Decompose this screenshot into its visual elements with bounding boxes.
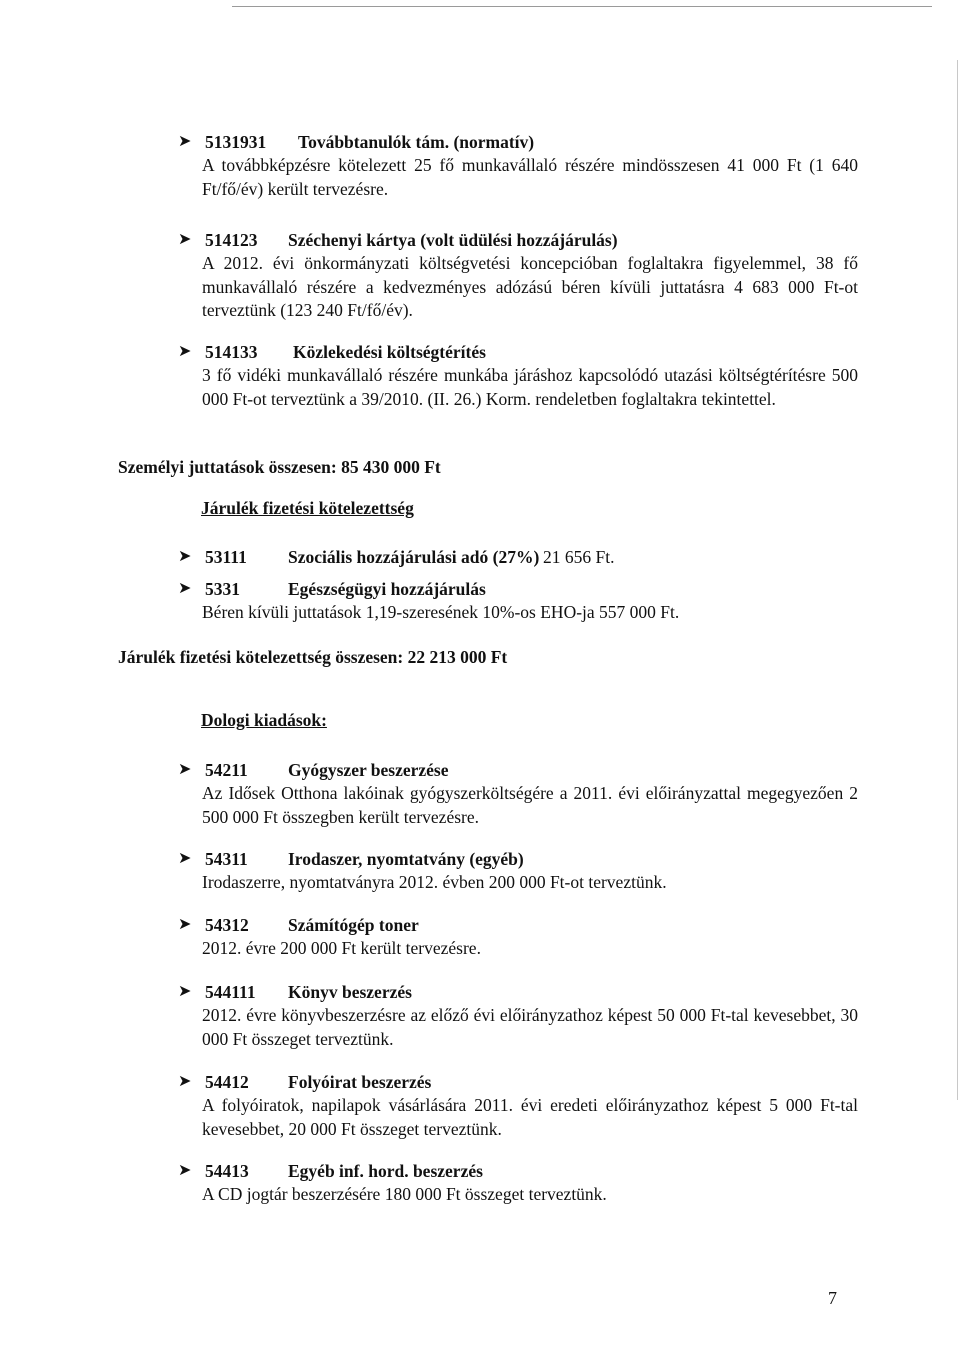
arrow-bullet-icon: ➤ <box>178 850 192 867</box>
entry-54412 <box>178 1070 858 1141</box>
material-heading: Dologi kiadások: <box>201 710 327 730</box>
entry-5331 <box>178 577 858 625</box>
entry-header <box>178 228 858 252</box>
entry-text: 2012. évre könyvbeszerzésre az előző évi előirányzathoz képest 50 000 Ft-tal kevesebbet, 30 000 Ft összeget terveztünk. <box>202 1005 858 1049</box>
arrow-bullet-icon: ➤ <box>178 133 192 150</box>
entry-header <box>178 758 858 782</box>
entry-header <box>178 577 858 601</box>
entry-54312 <box>178 913 858 961</box>
entry-text: A folyóiratok, napilapok vásárlására 2011. évi eredeti előirányzathoz képest 5 000 Ft-tal kevesebbet, 20 000 Ft összeget terveztünk. <box>202 1095 858 1139</box>
arrow-bullet-icon: ➤ <box>178 1073 192 1090</box>
entry-header <box>178 1159 858 1183</box>
arrow-bullet-icon: ➤ <box>178 548 192 565</box>
arrow-bullet-icon: ➤ <box>178 1162 192 1179</box>
entry-code: 54211 <box>205 760 248 780</box>
entry-514123 <box>178 228 858 323</box>
entry-title: Széchenyi kártya (volt üdülési hozzájárulás) <box>288 230 618 250</box>
entry-header <box>178 545 858 569</box>
entry-544111 <box>178 980 858 1051</box>
entry-514133 <box>178 340 858 411</box>
entry-5131931 <box>178 130 858 201</box>
entry-53111 <box>178 545 858 569</box>
entry-title: Gyógyszer beszerzése <box>288 760 449 780</box>
entry-text: Az Idősek Otthona lakóinak gyógyszerköltségére a 2011. évi előirányzattal megegyezően 2 500 000 Ft összegben került tervezésre. <box>202 783 858 827</box>
top-rule <box>232 6 932 7</box>
entry-header <box>178 340 858 364</box>
contribution-total: Járulék fizetési kötelezettség összesen: 22 213 000 Ft <box>118 647 508 667</box>
entry-code: 544111 <box>205 982 256 1002</box>
entry-title: Egészségügyi hozzájárulás <box>288 579 486 599</box>
entry-code: 54412 <box>205 1072 249 1092</box>
entry-code: 54311 <box>205 849 248 869</box>
entry-text: A 2012. évi önkormányzati költségvetési koncepcióban foglaltakra figyelemmel, 38 fő munkavállaló részére a kedvezményes adózású béren kívüli juttatásra 4 683 000 Ft-ot terveztünk (123 240 Ft/fő/év). <box>202 253 858 320</box>
entry-text: Béren kívüli juttatások 1,19-szeresének 10%-os EHO-ja 557 000 Ft. <box>202 602 680 622</box>
entry-text: 3 fő vidéki munkavállaló részére munkába járáshoz kapcsolódó utazási költségtérítésre 500 000 Ft-ot terveztünk a 39/2010. (II. 26.) Korm. rendeletben foglaltakra tekintettel. <box>202 365 858 409</box>
entry-title: Közlekedési költségtérítés <box>293 342 486 362</box>
entry-code: 54312 <box>205 915 249 935</box>
entry-title: Könyv beszerzés <box>288 982 412 1002</box>
entry-header <box>178 847 858 871</box>
arrow-bullet-icon: ➤ <box>178 231 192 248</box>
entry-title: Irodaszer, nyomtatvány (egyéb) <box>288 849 524 869</box>
entry-title: Folyóirat beszerzés <box>288 1072 432 1092</box>
entry-header <box>178 980 858 1004</box>
entry-code: 514133 <box>205 342 258 362</box>
arrow-bullet-icon: ➤ <box>178 343 192 360</box>
entry-code: 54413 <box>205 1161 249 1181</box>
entry-header <box>178 130 858 154</box>
arrow-bullet-icon: ➤ <box>178 916 192 933</box>
entry-value: 21 656 Ft. <box>543 547 615 567</box>
arrow-bullet-icon: ➤ <box>178 983 192 1000</box>
page-number: 7 <box>828 1288 837 1308</box>
entry-text: A továbbképzésre kötelezett 25 fő munkavállaló részére mindösszesen 41 000 Ft (1 640 Ft/fő/év) került tervezésre. <box>202 155 858 199</box>
contribution-heading: Járulék fizetési kötelezettség <box>201 498 414 518</box>
right-edge-rule <box>957 60 958 1100</box>
arrow-bullet-icon: ➤ <box>178 761 192 778</box>
entry-header <box>178 913 858 937</box>
entry-54211 <box>178 758 858 829</box>
entry-code: 514123 <box>205 230 258 250</box>
entry-text: 2012. évre 200 000 Ft került tervezésre. <box>202 938 481 958</box>
entry-code: 5331 <box>205 579 240 599</box>
entry-code: 53111 <box>205 547 247 567</box>
entry-title: Számítógép toner <box>288 915 419 935</box>
entry-text: A CD jogtár beszerzésére 180 000 Ft összeget terveztünk. <box>202 1184 607 1204</box>
personnel-total: Személyi juttatások összesen: 85 430 000 Ft <box>118 457 441 477</box>
entry-54413 <box>178 1159 858 1207</box>
entry-code: 5131931 <box>205 132 267 152</box>
entry-header <box>178 1070 858 1094</box>
entry-54311 <box>178 847 858 895</box>
entry-title: Továbbtanulók tám. (normatív) <box>298 132 535 152</box>
arrow-bullet-icon: ➤ <box>178 580 192 597</box>
entry-title: Szociális hozzájárulási adó (27%) <box>288 547 540 567</box>
entry-text: Irodaszerre, nyomtatványra 2012. évben 200 000 Ft-ot terveztünk. <box>202 872 667 892</box>
entry-title: Egyéb inf. hord. beszerzés <box>288 1161 483 1181</box>
